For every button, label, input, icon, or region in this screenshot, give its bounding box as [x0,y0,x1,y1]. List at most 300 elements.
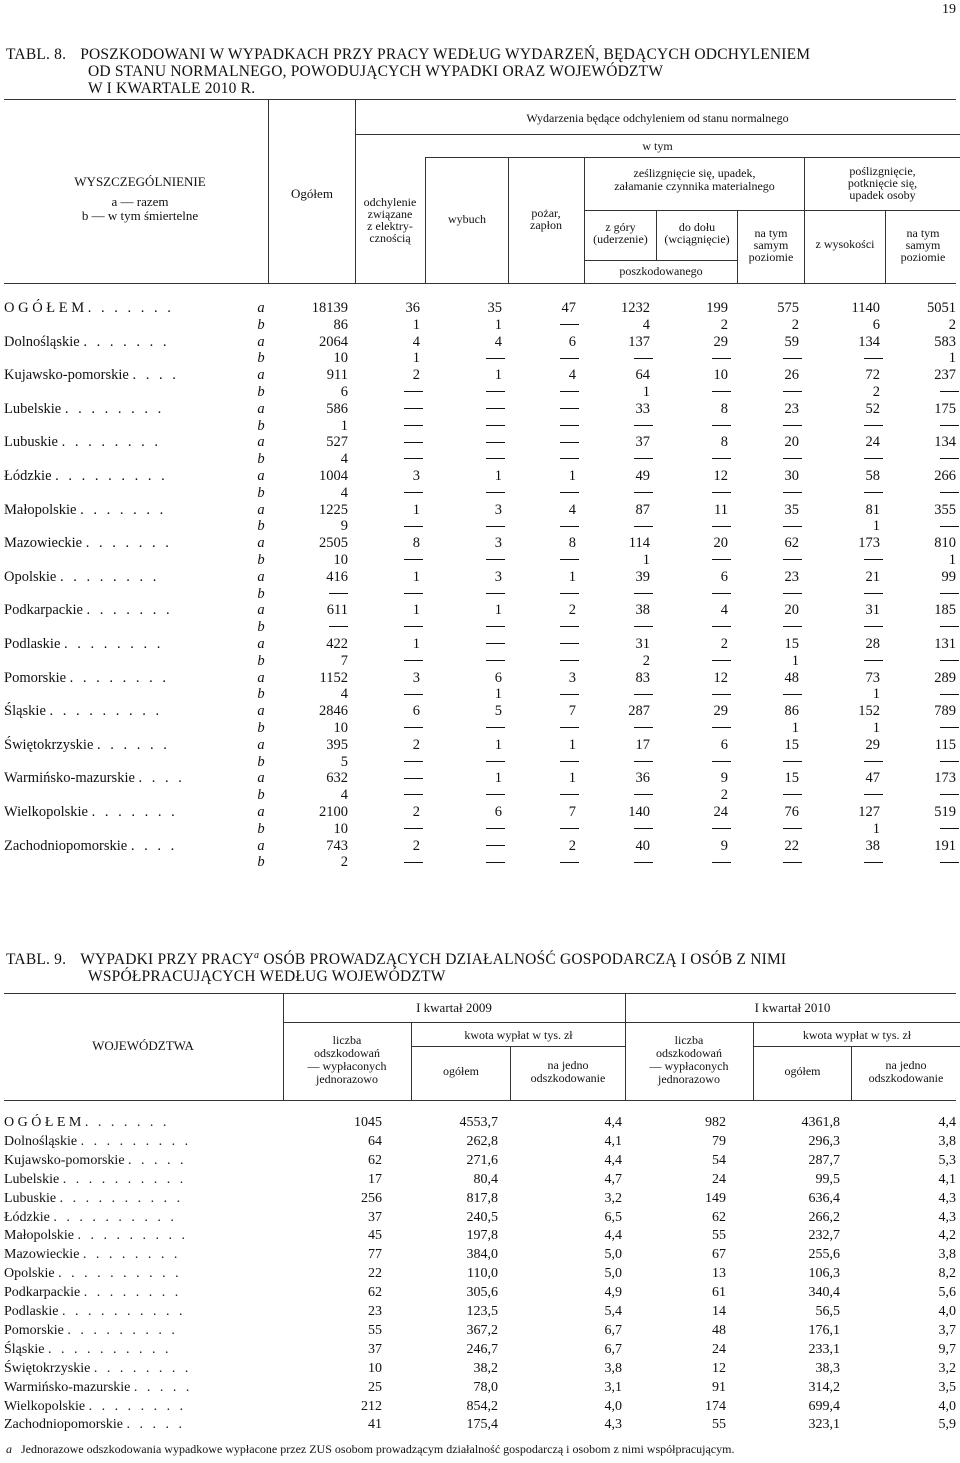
table-row [0,1378,960,1397]
table-cell [712,619,728,636]
table-row [0,670,960,687]
table-cell: 1 [568,736,576,753]
table-cell: 1 [948,552,956,568]
table-cell: 1 [872,820,880,837]
table-cell: 367,2 [466,1322,498,1338]
table-row [0,1283,960,1302]
row-kind: a [257,602,265,619]
table-cell: 6 [494,804,502,820]
table-cell: 99 [941,568,956,585]
row-kind: b [257,753,265,770]
row-kind: a [257,367,265,384]
table-cell: 1 [642,552,650,568]
table-cell [712,586,728,603]
table-cell: 137 [628,333,650,350]
table-row [0,451,960,468]
table-cell: 62 [368,1285,382,1301]
table-cell [940,787,956,804]
table-cell: 38,2 [473,1360,498,1376]
table-cell: 1 [412,350,420,367]
table8-title: TABL. 8. POSZKODOWANI W WYPADKACH PRZY PRACY WEDŁUG WYDARZEŃ, BĘDĄCYCH ODCHYLENIEM OD STANU NORMALNEGO, POWODUJĄCYCH WYPADKI ORAZ WOJEWÓDZTW W I KWARTALE 2010 R. [6,46,811,97]
table-cell: 131 [934,636,956,652]
table-cell: 789 [934,703,956,720]
table-cell: 262,8 [466,1133,498,1149]
table-cell [864,653,880,670]
table-row [0,686,960,703]
table-cell: 1045 [354,1115,382,1130]
table-cell: 4 [340,686,348,703]
table-cell: 140 [628,804,650,820]
table-cell: 255,6 [808,1247,840,1263]
table-cell [560,686,576,703]
row-label: Mazowieckie . . . . . . . . [4,1247,181,1263]
table-cell [712,821,728,838]
table-cell: 55 [368,1322,382,1338]
row-kind: b [257,652,265,669]
table-cell: 699,4 [808,1398,840,1414]
row-kind: a [257,501,265,518]
table-cell: 86 [784,703,799,720]
table-cell [486,586,502,603]
table-row [0,1170,960,1189]
table-cell [783,418,799,435]
table-cell [404,552,420,569]
table-cell: 29 [713,333,728,350]
row-label: Wielkopolskie . . . . . . . [4,804,178,820]
table-cell [712,485,728,502]
table-cell: 28 [865,636,880,652]
table-cell [404,586,420,603]
table-cell: 23 [784,568,799,585]
row-kind: b [257,484,265,501]
table-cell: 5 [494,703,502,720]
table-cell: 5,4 [604,1304,622,1319]
table-cell: 4,1 [604,1133,622,1149]
table-cell [712,384,728,401]
table-cell [560,653,576,670]
table-row [0,535,960,552]
table-cell: 12 [713,468,728,484]
table-row [0,1245,960,1264]
table-cell: 22 [368,1266,382,1282]
table-cell [864,552,880,569]
table-cell: 854,2 [466,1398,498,1414]
table-cell: 2 [412,837,420,854]
table-cell [486,401,502,418]
table-cell: 20 [784,602,799,619]
table-cell: 48 [784,669,799,686]
table-cell [940,586,956,603]
table-cell: 10 [368,1360,382,1376]
table-cell: 61 [712,1285,726,1301]
table-cell: 5,6 [938,1285,956,1301]
table-cell [940,720,956,737]
table-cell [560,350,576,367]
table-cell [940,754,956,771]
table-cell: 35 [487,300,502,316]
table-cell: 10 [333,820,348,837]
table-cell: 246,7 [466,1341,498,1357]
table-row [0,602,960,619]
table-cell [560,619,576,636]
table-cell: 55 [712,1228,726,1244]
table-row [0,350,960,367]
table-cell [560,451,576,468]
row-label: O G Ó Ł E M . . . . . . . [4,1115,170,1130]
table-cell: 3,8 [938,1133,956,1149]
table-cell: 26 [784,367,799,384]
table-row [0,1415,960,1434]
table-cell [783,518,799,535]
table-cell [864,451,880,468]
table-cell: 9 [340,518,348,535]
footnote: a Jednorazowe odszkodowania wypadkowe wypłacone przez ZUS osobom prowadzącym działalność gospodarczą i osobom z nimi współpracującym. [6,1442,735,1456]
table-row [0,518,960,535]
row-label: Pomorskie . . . . . . . . [4,669,170,686]
table-cell: 287 [628,703,650,720]
table-cell [404,720,420,737]
table-cell: 8 [720,434,728,451]
q2010-header: I kwartał 2010 [754,1000,831,1015]
table-cell: 12 [712,1360,726,1376]
table-cell: 5,0 [604,1247,622,1263]
table-cell: 23 [784,400,799,417]
row-label: Lubelskie . . . . . . . . . . [4,1171,187,1187]
table-cell: 4 [720,602,728,619]
table-cell: 3,7 [938,1322,956,1338]
row-kind: b [257,384,265,400]
row-kind: a [257,736,265,753]
table-cell [404,787,420,804]
row-label: Opolskie . . . . . . . . . . [4,1266,182,1282]
table-cell [940,384,956,401]
row-kind: a [257,300,265,316]
row-label: Małopolskie . . . . . . . [4,501,167,518]
table-row [0,1113,960,1132]
table-cell: 29 [865,736,880,753]
table-cell [404,821,420,838]
table-cell: 911 [326,367,348,384]
row-label: Lubuskie . . . . . . . . . . [4,1190,184,1206]
table-cell: 289 [934,669,956,686]
table-cell: 80,4 [473,1171,498,1187]
table-row [0,502,960,519]
table-cell: 4,0 [938,1398,956,1414]
table-cell: 1 [340,417,348,434]
table-cell: 743 [326,837,348,854]
table-cell: 2 [340,854,348,871]
table-row [0,586,960,603]
table-cell [634,518,650,535]
table-cell: 17 [368,1171,382,1187]
table-cell: 2 [568,602,576,619]
table-row [0,334,960,351]
table-cell: 199 [706,300,728,316]
table-row [0,1208,960,1227]
table-cell: 76 [784,804,799,820]
table-cell [560,854,576,871]
table-cell: 3,8 [938,1247,956,1263]
table-cell: 4 [340,787,348,804]
table-cell [940,451,956,468]
table-cell: 197,8 [466,1228,498,1244]
table-cell: 5,0 [604,1266,622,1282]
table-cell: 29 [713,703,728,720]
table-cell [486,653,502,670]
table-row [0,619,960,636]
table-cell: 4 [340,451,348,468]
table-cell [486,720,502,737]
row-label: Warmińsko-mazurskie . . . . . [4,1379,193,1395]
table-row [0,418,960,435]
row-kind: b [257,720,265,736]
table-cell: 185 [934,602,956,619]
row-kind: a [257,400,265,417]
table-cell: 4,1 [938,1171,956,1187]
table-cell [404,418,420,435]
table-cell: 83 [635,669,650,686]
table-row [0,434,960,451]
table-row [0,552,960,569]
table-cell [783,686,799,703]
table-cell: 384,0 [466,1247,498,1263]
table-cell: 114 [628,535,650,552]
table-cell: 37 [368,1209,382,1225]
table-cell: 4553,7 [459,1115,498,1130]
table-cell: 20 [784,434,799,451]
table-cell: 115 [934,736,956,753]
table-cell: 73 [865,669,880,686]
wydarzenia-header: Wydarzenia będące odchyleniem od stanu normalnego [526,111,789,125]
table-cell: 4,4 [604,1115,622,1130]
row-kind: b [257,316,265,333]
table-cell: 1 [872,720,880,736]
table-cell: 152 [858,703,880,720]
table-cell: 149 [705,1190,726,1206]
table-cell: 1 [568,770,576,787]
table-cell: 1 [494,316,502,333]
q2009-header: I kwartał 2009 [416,1000,492,1015]
table-cell [940,821,956,838]
row-kind: b [257,820,265,837]
table-cell: 55 [712,1417,726,1433]
table-cell: 18139 [311,300,348,316]
table-cell: 2 [872,384,880,400]
table-cell: 237 [934,367,956,384]
table-cell [486,636,502,653]
table-cell [940,854,956,871]
table-cell: 31 [635,636,650,652]
table-cell: 47 [865,770,880,787]
table-cell: 62 [784,535,799,552]
table-cell [634,485,650,502]
table-cell: 1140 [851,300,880,316]
table-row [0,754,960,771]
row-kind: a [257,703,265,720]
table-cell [864,350,880,367]
table-cell: 8 [412,535,420,552]
row-label: Mazowieckie . . . . . . . [4,535,172,552]
table-row [0,1226,960,1245]
table-cell [404,401,420,418]
row-label: Śląskie . . . . . . . . . . [4,1341,172,1357]
table-cell: 39 [635,568,650,585]
table-cell: 17 [635,736,650,753]
table-cell: 6 [340,384,348,400]
table-cell: 176,1 [808,1322,840,1338]
table-cell: 40 [635,837,650,854]
table-cell [864,586,880,603]
row-kind: b [257,518,265,535]
table-cell: 3 [494,501,502,518]
table-cell: 1 [494,468,502,484]
table-cell: 59 [784,333,799,350]
table-cell: 636,4 [808,1190,840,1206]
table-cell: 2 [948,316,956,333]
table-cell: 36 [405,300,420,316]
table-cell: 4,0 [938,1304,956,1319]
table-cell: 2 [412,367,420,384]
table-cell [783,619,799,636]
row-label: Podlaskie . . . . . . . . [4,636,164,652]
row-kind: a [257,333,265,350]
row-kind: b [257,585,265,602]
table-row [0,804,960,821]
row-kind: b [257,350,265,367]
table-cell: 99,5 [815,1171,840,1187]
table-cell [634,854,650,871]
table-cell: 2 [791,316,799,333]
table-cell: 38,3 [815,1360,840,1376]
table-cell [864,754,880,771]
table-cell [634,418,650,435]
table-row [0,569,960,586]
table-row [0,636,960,653]
table-cell: 13 [712,1266,726,1282]
table-cell [486,854,502,871]
row-label: Świętokrzyskie . . . . . . [4,736,170,753]
wojewodztwa-header: WOJEWÓDZTWA [92,1038,194,1053]
table-cell [560,418,576,435]
table-cell [712,686,728,703]
table-cell [560,754,576,771]
table-cell [329,619,348,636]
table-cell: 271,6 [466,1152,498,1168]
table-cell [712,854,728,871]
table-cell: 7 [340,652,348,669]
row-label: Kujawsko-pomorskie . . . . [4,367,179,384]
table-cell [783,384,799,401]
row-kind: a [257,434,265,451]
table-cell: 173 [934,770,956,787]
row-kind: b [257,552,265,568]
table-cell: 10 [333,720,348,736]
table-cell [560,317,576,334]
row-label: Dolnośląskie . . . . . . . . . [4,1133,192,1149]
table-cell: 266,2 [808,1209,840,1225]
table-cell [404,434,420,451]
table-cell [712,451,728,468]
table-cell: 110,0 [467,1266,498,1282]
row-kind: b [257,787,265,804]
table-cell: 3,5 [938,1379,956,1395]
table-cell: 527 [326,434,348,451]
table-cell [940,619,956,636]
table-cell: 38 [865,837,880,854]
table-row [0,821,960,838]
table-cell [634,821,650,838]
table-cell: 173 [858,535,880,552]
table-cell: 49 [635,468,650,484]
table9-title: TABL. 9. WYPADKI PRZY PRACY$^a$ OSÓB PROWADZĄCYCH DZIAŁALNOŚĆ GOSPODARCZĄ I OSÓB Z NIMI WSPÓŁPRACUJĄCYCH WEDŁUG WOJEWÓDZTW [6,950,787,986]
table-cell: 422 [326,636,348,652]
table-cell: 4 [494,333,502,350]
table-cell [634,350,650,367]
table-cell: 1232 [621,300,650,316]
table-cell: 24 [713,804,728,820]
table-row [0,367,960,384]
table-cell: 3,2 [604,1190,622,1206]
table-cell: 134 [858,333,880,350]
table-cell: 52 [865,400,880,417]
table-cell: 1 [791,652,799,669]
table-cell: 4 [642,316,650,333]
table-cell [486,384,502,401]
table-cell: 1 [948,350,956,367]
table-cell: 817,8 [466,1190,498,1206]
table-cell: 4,4 [604,1228,622,1244]
table-cell: 175 [934,400,956,417]
table-cell: 87 [635,501,650,518]
table-cell: 64 [368,1133,382,1149]
table-cell: 2 [412,736,420,753]
table-cell: 72 [865,367,880,384]
table-cell: 62 [368,1152,382,1168]
table-cell [486,451,502,468]
table-cell: 21 [865,568,880,585]
table-cell [634,451,650,468]
table-cell [404,619,420,636]
table-cell: 240,5 [466,1209,498,1225]
table-cell: 583 [934,333,956,350]
table-cell: 31 [865,602,880,619]
table-cell: 233,1 [808,1341,840,1357]
table-cell: 6 [872,316,880,333]
row-label: Opolskie . . . . . . . . [4,568,160,585]
table-cell: 9 [720,770,728,787]
table-cell: 314,2 [808,1379,840,1395]
table-cell: 30 [784,468,799,484]
table-cell [783,754,799,771]
table-cell [404,754,420,771]
table-row [0,401,960,418]
table-cell: 24 [712,1341,726,1357]
table-cell [712,720,728,737]
table-cell: 982 [705,1115,726,1130]
table-cell: 86 [333,316,348,333]
table-row [0,485,960,502]
table-cell [864,418,880,435]
row-label: Kujawsko-pomorskie . . . . . [4,1152,187,1168]
table-cell [486,821,502,838]
table-cell: 9 [720,837,728,854]
table-cell: 77 [368,1247,382,1263]
table-cell: 79 [712,1133,726,1149]
table-cell [404,854,420,871]
table-cell: 3,8 [604,1360,622,1376]
table-row [0,787,960,804]
table-cell [486,518,502,535]
